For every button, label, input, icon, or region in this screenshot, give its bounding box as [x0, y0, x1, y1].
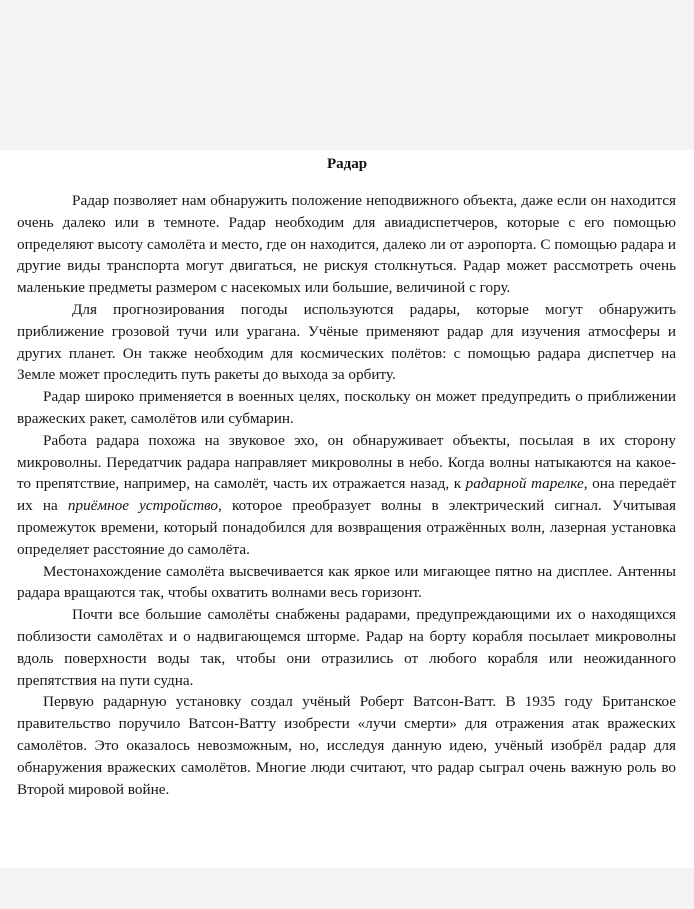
paragraph-2: Для прогнозирования погоды используются радары, которые могут обнаружить приближение грозовой тучи или урагана. Учёные применяют радар для изучения атмосферы и других планет. Он также необходим для космических полётов: с помощью радара диспетчер на Земле может проследить путь ракеты до выхода за орбиту.	[17, 300, 676, 384]
photo-background-bottom	[0, 868, 694, 909]
document-page	[0, 150, 694, 868]
paragraph-1: Радар позволяет нам обнаружить положение неподвижного объекта, даже если он находится очень далеко или в темноте. Радар необходим для авиадиспетчеров, которые с его помощью определяют высоту самолёта и место, где он находится, далеко ли от аэропорта. С помощью радара и другие виды транспорта могут двигаться, не рискуя столкнуться. Радар может рассмотреть очень маленькие предметы размером с насекомых или большие, величиной с гору.	[17, 192, 676, 297]
photo-background-top	[0, 0, 694, 150]
page-title: Радар	[326, 156, 368, 172]
paragraph-5: Местонахождение самолёта высвечивается как яркое или мигающее пятно на дисплее. Антенны радара вращаются так, чтобы охватить волнами весь горизонт.	[17, 562, 676, 602]
paragraph-3: Радар широко применяется в военных целях, поскольку он может предупредить о приближении вражеских ракет, самолётов или субмарин.	[17, 388, 676, 427]
paragraph-4	[17, 430, 676, 561]
term-receiver: приёмное устройство	[67, 497, 219, 515]
document-body	[17, 190, 676, 800]
paragraph-4-text-b: , она передаёт их на	[17, 475, 677, 515]
paragraph-4-text-c: , которое преобразует волны в электрический сигнал. Учитывая промежуток времени, который понадобился для возвращения отражённых волн, лазерная установка определяет расстояние до самолёта.	[17, 497, 676, 558]
term-radar-dish: радарной тарелке	[465, 475, 584, 493]
paragraph-4-text-a: Работа радара похожа на звуковое эхо, он обнаруживает объекты, посылая в их сторону микроволны. Передатчик радара направляет микроволны в небо. Когда волны натыкаются на какое-то препятствие, например, на самолёт, часть их отражается назад, к	[17, 431, 676, 493]
paragraph-7: Первую радарную установку создал учёный Роберт Ватсон-Ватт. В 1935 году Британское правительство поручило Ватсон-Ватту изобрести «лучи смерти» для отражения атак вражеских самолётов. Это оказалось невозможным, но, исследуя данную идею, учёный изобрёл радар для обнаружения вражеских самолётов. Многие люди считают, что радар сыграл очень важную роль во Второй мировой войне.	[17, 693, 676, 798]
paragraph-6: Почти все большие самолёты снабжены радарами, предупреждающими их о находящихся поблизости самолётах и о надвигающемся шторме. Радар на борту корабля посылает микроволны вдоль поверхности воды так, чтобы они отразились от любого корабля или неожиданного препятствия на пути судна.	[17, 606, 676, 689]
